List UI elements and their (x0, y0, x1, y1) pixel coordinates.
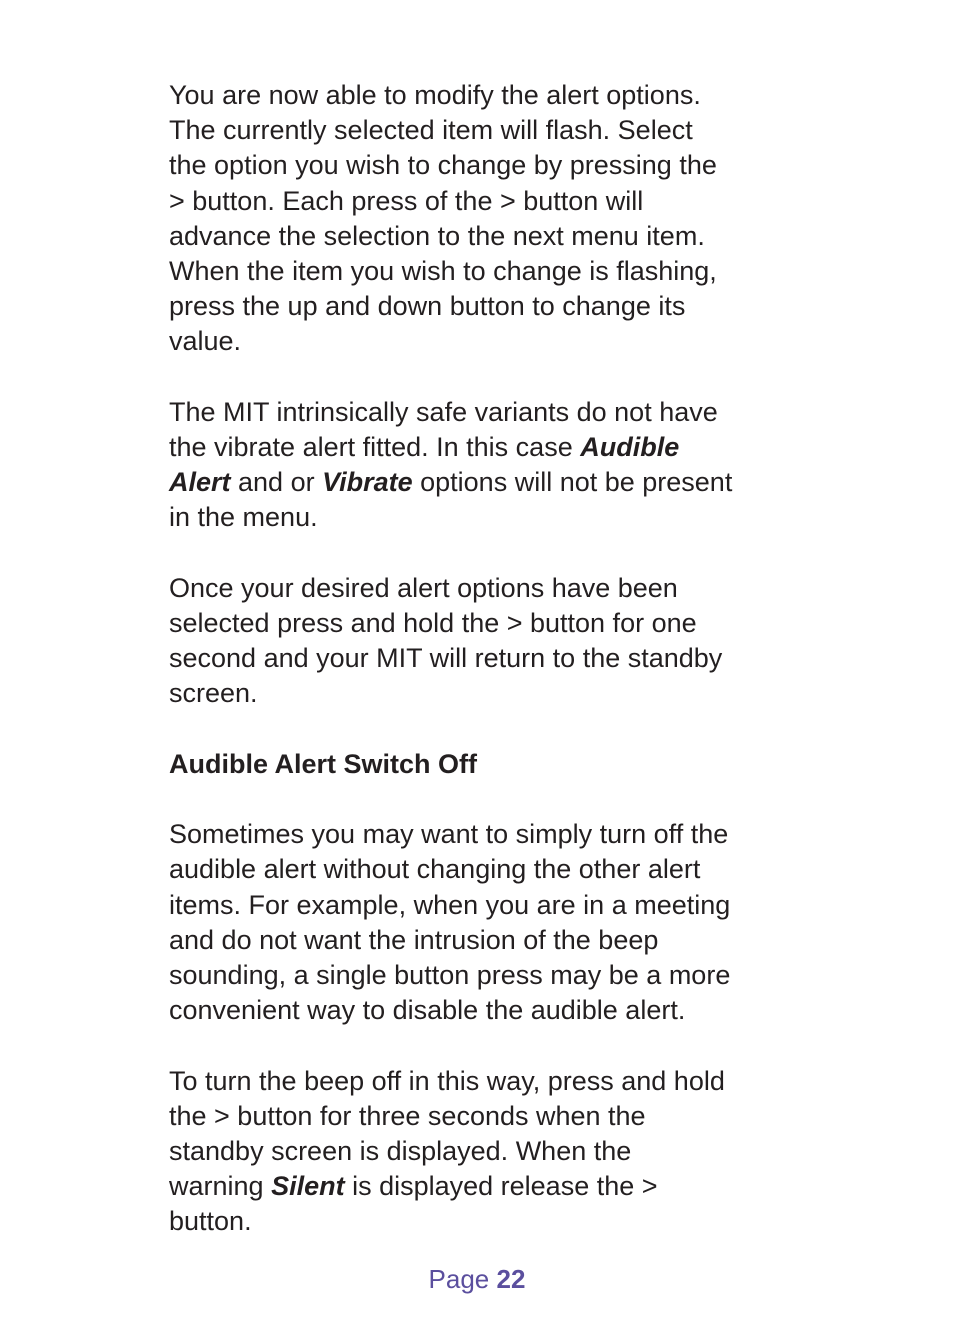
paragraph-intrinsically-safe (169, 395, 809, 536)
emphasis-vibrate: Vibrate (322, 467, 413, 498)
emphasis-alert: Alert (169, 467, 231, 498)
section-heading: Audible Alert Switch Off (169, 748, 478, 779)
text-line: The currently selected item will flash. Select (169, 115, 693, 146)
text-line: standby screen is displayed. When the (169, 1136, 632, 1167)
text-line: warning (169, 1171, 272, 1202)
text-line: in the menu. (169, 502, 318, 533)
paragraph-gap (169, 360, 809, 395)
paragraph-return-standby (169, 571, 809, 712)
paragraph-turn-off-alert (169, 817, 809, 1028)
text-line: the option you wish to change by pressing the (169, 150, 717, 181)
text-line: value. (169, 326, 242, 357)
paragraph-beep-off-instructions (169, 1064, 809, 1240)
text-line: items. For example, when you are in a meeting (169, 889, 731, 920)
document-page (169, 78, 809, 1240)
text-line: press the up and down button to change its (169, 291, 686, 322)
text-line: audible alert without changing the other alert (169, 854, 701, 885)
text-line: convenient way to disable the audible alert. (169, 995, 686, 1026)
text-line: second and your MIT will return to the standby (169, 643, 723, 674)
paragraph-alert-options (169, 78, 809, 360)
text-line: the > button for three seconds when the (169, 1100, 646, 1131)
text-line: selected press and hold the > button for one (169, 608, 697, 639)
emphasis-audible: Audible (580, 432, 680, 463)
text-line: When the item you wish to change is flashing, (169, 256, 717, 287)
text-line: Once your desired alert options have been (169, 572, 678, 603)
page-label: Page (428, 1264, 490, 1294)
paragraph-gap (169, 1028, 809, 1063)
text-line: The MIT intrinsically safe variants do not have (169, 396, 718, 427)
page-number: 22 (496, 1264, 526, 1294)
text-line: and or (230, 467, 323, 498)
text-line: You are now able to modify the alert options. (169, 80, 701, 110)
text-line: and do not want the intrusion of the beep (169, 924, 659, 955)
text-line: sounding, a single button press may be a more (169, 960, 731, 991)
paragraph-gap (169, 712, 809, 747)
emphasis-silent: Silent (271, 1171, 345, 1202)
text-line: advance the selection to the next menu item. (169, 220, 705, 251)
text-line: is displayed release the > (344, 1171, 658, 1202)
text-line: To turn the beep off in this way, press and hold (169, 1065, 725, 1096)
text-line: Sometimes you may want to simply turn off the (169, 819, 729, 850)
text-line: options will not be present (412, 467, 733, 498)
paragraph-gap (169, 536, 809, 571)
text-line: button. (169, 1206, 252, 1237)
page-footer (0, 1262, 954, 1296)
text-line: the vibrate alert fitted. In this case (169, 432, 581, 463)
paragraph-gap (169, 782, 809, 817)
text-line: > button. Each press of the > button will (169, 185, 644, 216)
text-line: screen. (169, 678, 258, 709)
